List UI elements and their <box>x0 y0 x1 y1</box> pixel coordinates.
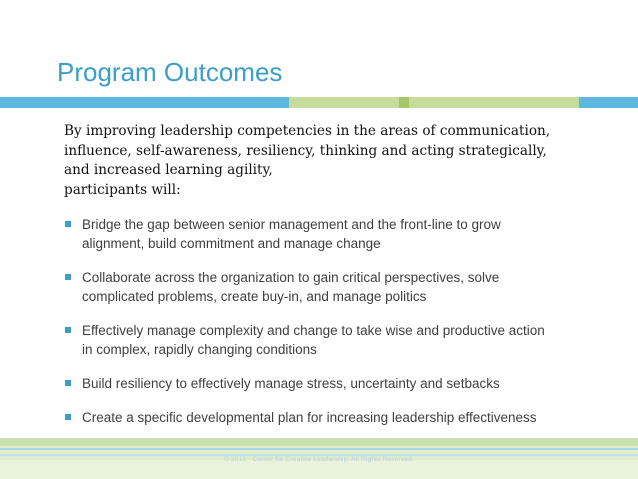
slide-title: Program Outcomes <box>57 57 283 87</box>
list-item <box>64 408 584 427</box>
list-item <box>64 215 584 253</box>
title-underline-blue-left <box>0 97 289 108</box>
list-item <box>64 268 584 306</box>
list-item-text: in complex, rapidly changing conditions <box>82 342 317 357</box>
intro-line: and increased learning agility, <box>64 162 273 179</box>
square-bullet-icon <box>65 274 71 280</box>
list-item <box>64 321 584 359</box>
outcomes-list <box>64 215 584 442</box>
square-bullet-icon <box>65 327 71 333</box>
list-item-text: Effectively manage complexity and change to take wise and productive action <box>82 323 545 338</box>
square-bullet-icon <box>65 414 71 420</box>
title-underline-blue-right <box>579 97 638 108</box>
footer-copyright: © 2013 · Center for Creative Leadership. All Rights Reserved. <box>223 456 415 463</box>
title-underline-green <box>289 97 399 108</box>
title-underline-green-right <box>409 97 579 108</box>
square-bullet-icon <box>65 221 71 227</box>
list-item-text: Bridge the gap between senior management and the front-line to grow <box>82 217 501 232</box>
list-item <box>64 374 584 393</box>
list-item-text: Collaborate across the organization to gain critical perspectives, solve <box>82 270 500 285</box>
title-underline-green-accent <box>399 97 409 108</box>
intro-line: By improving leadership competencies in the areas of communication, <box>64 123 551 139</box>
list-item-text: Build resiliency to effectively manage stress, uncertainty and setbacks <box>82 376 500 391</box>
list-item-text: complicated problems, create buy-in, and manage politics <box>82 289 427 304</box>
footer-band-blue <box>0 448 638 450</box>
intro-paragraph <box>64 122 584 200</box>
list-item-text: alignment, build commitment and manage change <box>82 236 381 251</box>
footer-band-green <box>0 438 638 446</box>
square-bullet-icon <box>65 380 71 386</box>
intro-line: participants will: <box>64 181 181 198</box>
list-item-text: Create a specific developmental plan for increasing leadership effectiveness <box>82 410 537 425</box>
intro-line: influence, self-awareness, resiliency, thinking and acting strategically, <box>64 142 547 159</box>
